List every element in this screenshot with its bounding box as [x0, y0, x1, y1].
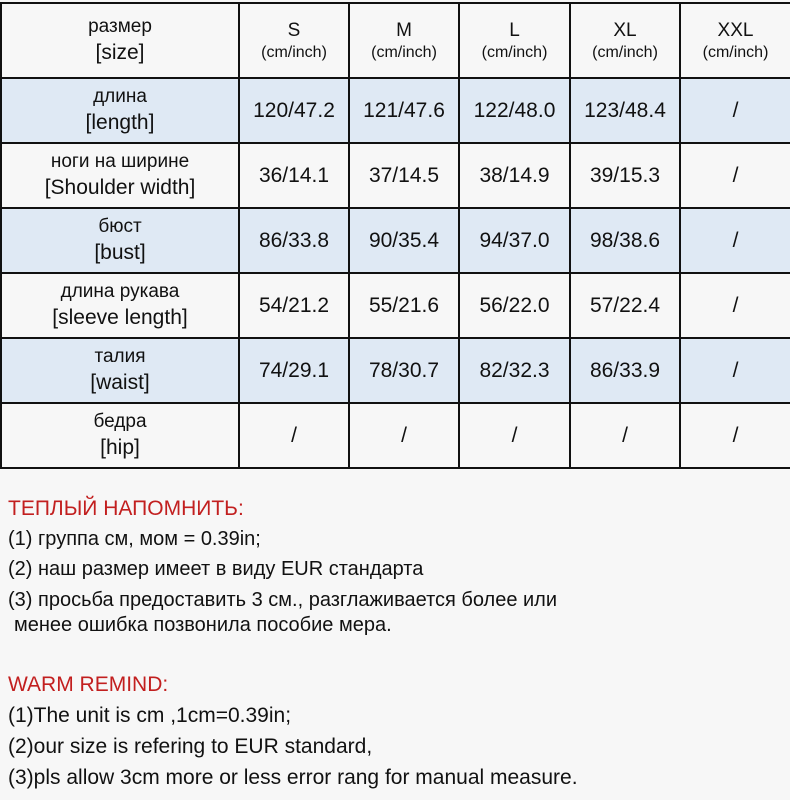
- size-table: [0, 2, 790, 469]
- cell-value: 123/48.4: [584, 98, 666, 122]
- size-name: XL: [613, 19, 637, 41]
- cell-value: 120/47.2: [253, 98, 335, 122]
- cell-value: 36/14.1: [258, 163, 330, 187]
- value-cell: [459, 403, 570, 468]
- value-cell: [680, 338, 790, 403]
- cell-value: /: [511, 423, 518, 447]
- table-row-length: [1, 78, 790, 143]
- header-label-cell: [1, 3, 239, 78]
- value-cell: [239, 78, 349, 143]
- value-cell: [459, 273, 570, 338]
- row-label-en: [length]: [85, 110, 155, 134]
- value-cell: [349, 143, 459, 208]
- header-size-m: [349, 3, 459, 78]
- row-label-cell: [1, 338, 239, 403]
- notes-section: [8, 494, 778, 793]
- row-label-cell: [1, 78, 239, 143]
- value-cell: [570, 208, 680, 273]
- row-label-en: [Shoulder width]: [44, 175, 196, 199]
- cell-value: /: [401, 423, 407, 447]
- table-row-sleeve-length: [1, 273, 790, 338]
- table-row-bust: [1, 208, 790, 273]
- row-label-ru: бюст: [98, 215, 142, 237]
- size-unit: (cm/inch): [702, 43, 769, 61]
- value-cell: [680, 208, 790, 273]
- value-cell: [459, 208, 570, 273]
- value-cell: [570, 78, 680, 143]
- notes-ru: [8, 494, 778, 638]
- value-cell: [239, 273, 349, 338]
- note-line: (2) наш размер имеет в виду EUR стандарта: [8, 558, 424, 580]
- value-cell: [570, 338, 680, 403]
- cell-value: /: [732, 228, 739, 252]
- value-cell: [239, 143, 349, 208]
- value-cell: [680, 403, 790, 468]
- cell-value: /: [732, 163, 739, 187]
- header-label-ru: размер: [88, 15, 152, 37]
- row-label-ru: ноги на ширине: [50, 150, 190, 172]
- cell-value: 74/29.1: [258, 358, 330, 382]
- cell-value: 122/48.0: [473, 98, 556, 122]
- header-label-en: [size]: [95, 40, 145, 64]
- size-name: L: [509, 19, 520, 41]
- value-cell: [349, 208, 459, 273]
- value-cell: [349, 78, 459, 143]
- size-name: M: [396, 19, 412, 41]
- cell-value: 90/35.4: [368, 228, 440, 252]
- cell-value: 56/22.0: [479, 293, 550, 317]
- cell-value: 121/47.6: [363, 98, 445, 122]
- size-unit: (cm/inch): [261, 43, 327, 61]
- note-line: (3)pls allow 3cm more or less error rang for manual measure.: [8, 766, 578, 789]
- cell-value: /: [732, 423, 739, 447]
- value-cell: [570, 273, 680, 338]
- header-size-s: [239, 3, 349, 78]
- notes-ru-title: ТЕПЛЫЙ НАПОМНИТЬ:: [8, 497, 244, 520]
- value-cell: [680, 78, 790, 143]
- row-label-cell: [1, 403, 239, 468]
- cell-value: 82/32.3: [479, 358, 550, 382]
- header-size-l: [459, 3, 570, 78]
- value-cell: [680, 273, 790, 338]
- cell-value: 86/33.8: [258, 228, 330, 252]
- row-label-ru: длина: [93, 85, 147, 107]
- cell-value: 37/14.5: [368, 163, 440, 187]
- cell-value: 38/14.9: [479, 163, 550, 187]
- value-cell: [680, 143, 790, 208]
- cell-value: 78/30.7: [368, 358, 440, 382]
- note-line: (2)our size is refering to EUR standard,: [8, 735, 373, 758]
- row-label-ru: талия: [94, 345, 146, 367]
- note-line: менее ошибка позвонила пособие мера.: [14, 614, 392, 636]
- value-cell: [239, 338, 349, 403]
- table-row-waist: [1, 338, 790, 403]
- row-label-ru: длина рукава: [60, 280, 180, 302]
- note-line: (3) просьба предоставить 3 см., разглаживается более или: [8, 589, 558, 611]
- size-name: XXL: [717, 19, 754, 41]
- cell-value: 94/37.0: [479, 228, 550, 252]
- row-label-cell: [1, 273, 239, 338]
- header-size-xl: [570, 3, 680, 78]
- cell-value: /: [732, 293, 739, 317]
- value-cell: [349, 338, 459, 403]
- table-row-shoulder-width: [1, 143, 790, 208]
- value-cell: [459, 78, 570, 143]
- row-label-cell: [1, 208, 239, 273]
- cell-value: /: [732, 98, 739, 122]
- value-cell: [239, 403, 349, 468]
- cell-value: 54/21.2: [258, 293, 330, 317]
- value-cell: [349, 403, 459, 468]
- cell-value: /: [732, 358, 739, 382]
- table-row-hip: [1, 403, 790, 468]
- value-cell: [570, 403, 680, 468]
- value-cell: [459, 143, 570, 208]
- row-label-en: [sleeve length]: [52, 305, 188, 329]
- size-unit: (cm/inch): [371, 43, 437, 61]
- cell-value: 98/38.6: [589, 228, 661, 252]
- size-unit: (cm/inch): [592, 43, 658, 61]
- value-cell: [349, 273, 459, 338]
- cell-value: /: [291, 423, 297, 447]
- cell-value: 39/15.3: [589, 163, 661, 187]
- table-header-row: [1, 3, 790, 78]
- cell-value: /: [622, 423, 628, 447]
- notes-en-title: WARM REMIND:: [8, 673, 169, 696]
- value-cell: [459, 338, 570, 403]
- row-label-ru: бедра: [93, 410, 147, 432]
- cell-value: 57/22.4: [589, 293, 661, 317]
- row-label-en: [waist]: [90, 370, 150, 394]
- cell-value: 86/33.9: [589, 358, 661, 382]
- notes-en: [8, 670, 778, 793]
- value-cell: [239, 208, 349, 273]
- size-name: S: [287, 19, 301, 41]
- row-label-en: [hip]: [100, 435, 140, 459]
- cell-value: 55/21.6: [368, 293, 440, 317]
- note-line: (1) группа см, мом = 0.39in;: [8, 528, 261, 550]
- value-cell: [570, 143, 680, 208]
- row-label-cell: [1, 143, 239, 208]
- row-label-en: [bust]: [94, 240, 146, 264]
- header-size-xxl: [680, 3, 790, 78]
- size-unit: (cm/inch): [481, 43, 548, 61]
- note-line: (1)The unit is cm ,1cm=0.39in;: [8, 704, 292, 727]
